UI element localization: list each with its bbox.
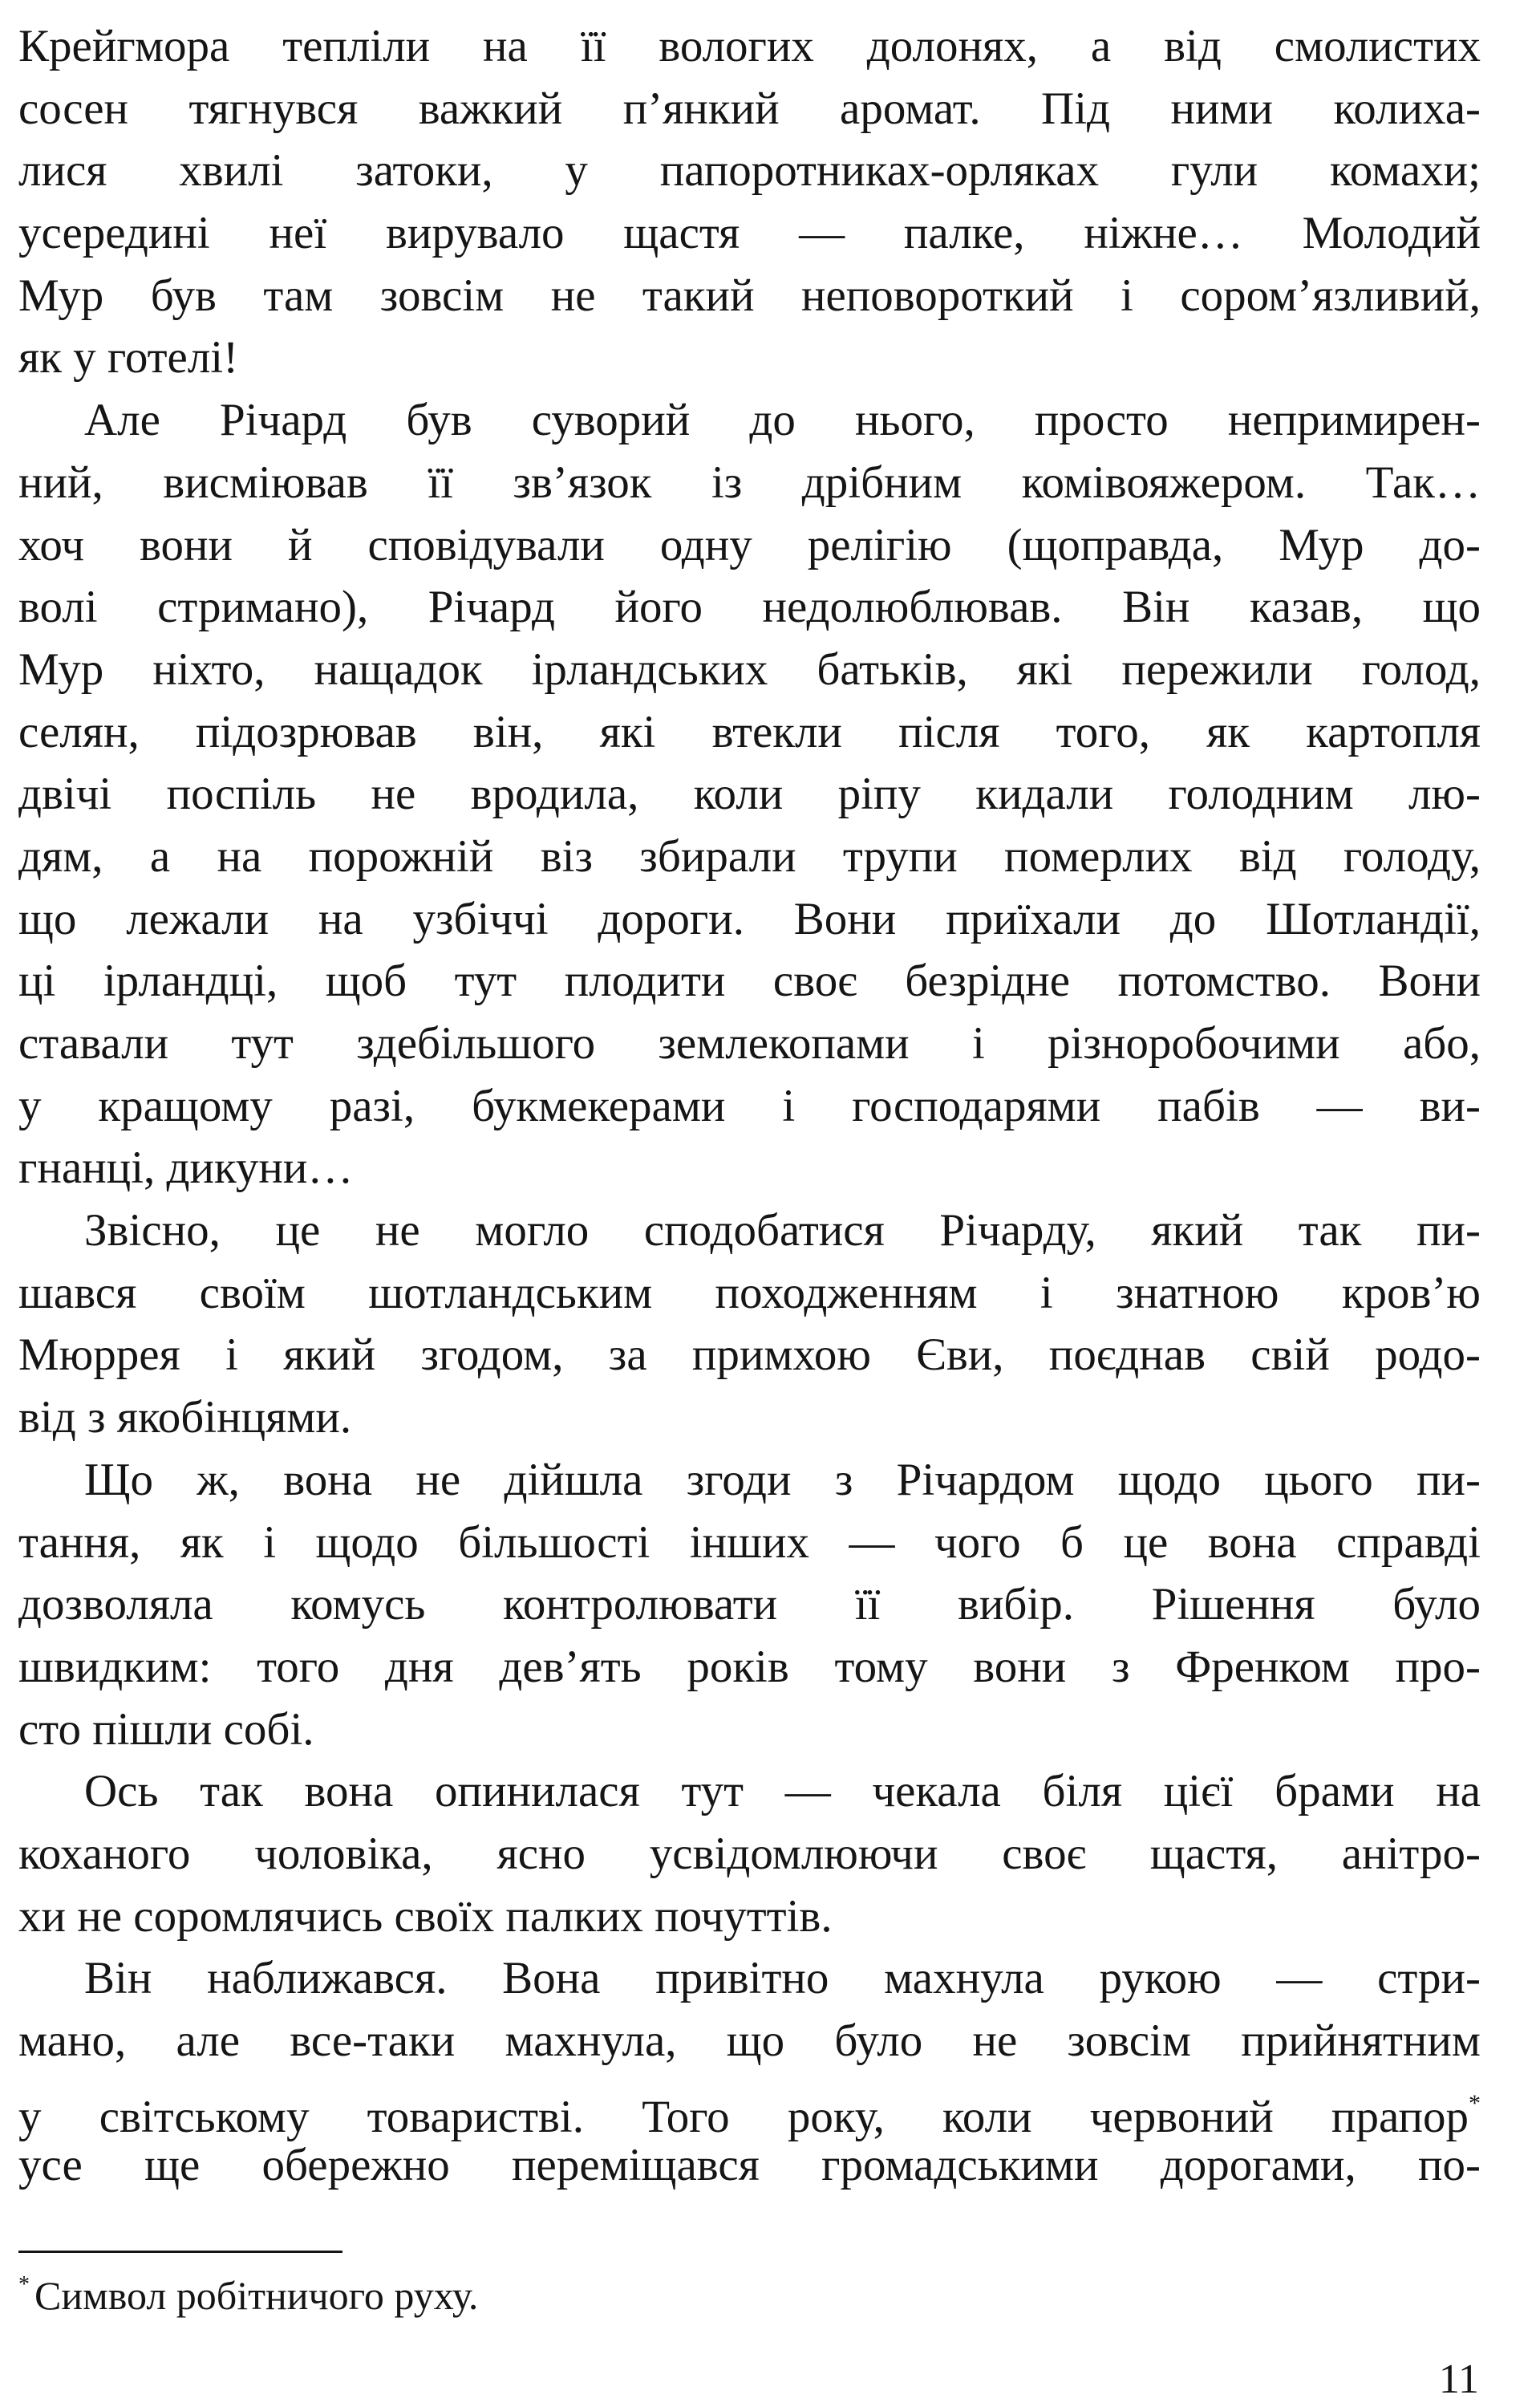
text-line xyxy=(18,1636,1481,1699)
text-line xyxy=(18,826,1481,888)
footnote-divider xyxy=(18,2251,342,2253)
line-text: двічі поспіль не вродила, коли ріпу кидали голодним лю- xyxy=(18,769,1481,820)
paragraph xyxy=(18,15,1481,389)
line-text: волі стримано), Річард його недолюблював. Він казав, що xyxy=(18,582,1481,633)
text-line xyxy=(18,2010,1481,2072)
line-text: Ось так вона опинилася тут — чекала біля цієї брами на xyxy=(84,1766,1481,1817)
line-text: дозволяла комусь контролювати її вибір. Рішення було xyxy=(18,1579,1481,1630)
text-line xyxy=(18,1573,1481,1636)
text-line xyxy=(18,389,1481,452)
line-text: від з якобінцями. xyxy=(18,1392,352,1443)
line-text: ці ірландці, щоб тут плодити своє безрідне потомство. Вони xyxy=(18,956,1481,1007)
text-line xyxy=(18,888,1481,951)
text-line xyxy=(18,950,1481,1013)
text-line xyxy=(18,1199,1481,1262)
text-line xyxy=(18,2134,1481,2197)
text-line xyxy=(18,701,1481,764)
line-text: Мур ніхто, нащадок ірландських батьків, які пережили голод, xyxy=(18,643,1481,695)
paragraph xyxy=(18,1199,1481,1449)
line-text: хи не соромлячись своїх палких почуттів. xyxy=(18,1890,833,1942)
text-line xyxy=(18,763,1481,826)
line-text: ний, висміював її зв’язок із дрібним комівояжером. Так… xyxy=(18,457,1481,508)
text-line xyxy=(18,1760,1481,1823)
text-line xyxy=(18,1137,1481,1199)
line-text: дям, а на порожній віз збирали трупи померлих від голоду, xyxy=(18,830,1481,882)
line-text: ставали тут здебільшого землекопами і різноробочими або, xyxy=(18,1018,1481,1069)
line-text: усе ще обережно переміщався громадськими дорогами, по- xyxy=(18,2140,1481,2191)
text-line xyxy=(18,1262,1481,1325)
footnote-reference[interactable]: * xyxy=(1469,2089,1481,2117)
line-text: Але Річард був суворий до нього, просто непримирен- xyxy=(84,395,1481,446)
line-text: сто пішли собі. xyxy=(18,1703,314,1755)
line-text: коханого чоловіка, ясно усвідомлюючи своє щастя, анітро- xyxy=(18,1828,1481,1879)
line-text: мано, але все-таки махнула, що було не зовсім прийнятним xyxy=(18,2015,1481,2066)
text-line xyxy=(18,2072,1481,2142)
line-text: сосен тягнувся важкий п’янкий аромат. Під ними колиха- xyxy=(18,83,1481,134)
paragraph xyxy=(18,1449,1481,1760)
text-line xyxy=(18,140,1481,202)
text-line xyxy=(18,1386,1481,1449)
page-number: 11 xyxy=(1438,2356,1479,2402)
text-line xyxy=(18,1885,1481,1948)
line-text: як у готелі! xyxy=(18,332,239,384)
line-text: Звісно, це не могло сподобатися Річарду, який так пи- xyxy=(84,1205,1481,1256)
line-text: у світському товаристві. Того року, коли червоний прапор xyxy=(18,2091,1469,2142)
line-text: хоч вони й сповідували одну релігію (щоправда, Мур до- xyxy=(18,519,1481,570)
line-text: лися хвилі затоки, у папоротниках-орляках гули комахи; xyxy=(18,145,1481,197)
text-line xyxy=(18,1449,1481,1512)
line-text: шався своїм шотландським походженням і знатною кров’ю xyxy=(18,1267,1481,1318)
text-line xyxy=(18,78,1481,140)
text-line xyxy=(18,514,1481,577)
line-text: швидким: того дня дев’ять років тому вони з Френком про- xyxy=(18,1641,1481,1692)
line-text: Що ж, вона не дійшла згоди з Річардом щодо цього пи- xyxy=(84,1454,1481,1505)
line-text: Мюррея і який згодом, за примхою Єви, поєднав свій родо- xyxy=(18,1329,1481,1381)
text-line xyxy=(18,1013,1481,1075)
line-text: Мур був там зовсім не такий неповороткий і сором’язливий, xyxy=(18,270,1481,321)
text-line xyxy=(18,327,1481,389)
text-line xyxy=(18,1947,1481,2010)
line-text: усередині неї вирувало щастя — палке, ніжне… Молодий xyxy=(18,208,1481,259)
text-line xyxy=(18,1699,1481,1761)
paragraph xyxy=(18,389,1481,1199)
line-text: Він наближався. Вона привітно махнула рукою — стри- xyxy=(84,1953,1481,2004)
paragraph xyxy=(18,1947,1481,2197)
text-line xyxy=(18,265,1481,327)
text-line xyxy=(18,1075,1481,1138)
text-line xyxy=(18,1512,1481,1574)
text-line xyxy=(18,452,1481,514)
line-text: тання, як і щодо більшості інших — чого б це вона справді xyxy=(18,1516,1481,1568)
line-text: Крейгмора теплiли на її вологих долонях, а від смолистих xyxy=(18,21,1481,71)
text-line xyxy=(18,1823,1481,1885)
text-line xyxy=(18,15,1481,78)
paragraph xyxy=(18,1760,1481,1947)
line-text: гнанці, дикуни… xyxy=(18,1143,354,1194)
footnote xyxy=(18,2272,478,2319)
line-text: селян, підозрював він, які втекли після того, як картопля xyxy=(18,706,1481,757)
footnote-marker: * xyxy=(18,2272,30,2297)
line-text: що лежали на узбіччі дороги. Вони приїхали до Шотландії, xyxy=(18,893,1481,944)
line-text: у кращому разі, букмекерами і господарями пабів — ви- xyxy=(18,1080,1481,1131)
text-line xyxy=(18,639,1481,701)
text-line xyxy=(18,1324,1481,1386)
body-text xyxy=(18,15,1481,2197)
text-line xyxy=(18,202,1481,265)
text-line xyxy=(18,576,1481,639)
footnote-text: Символ робітничого руху. xyxy=(34,2273,479,2318)
